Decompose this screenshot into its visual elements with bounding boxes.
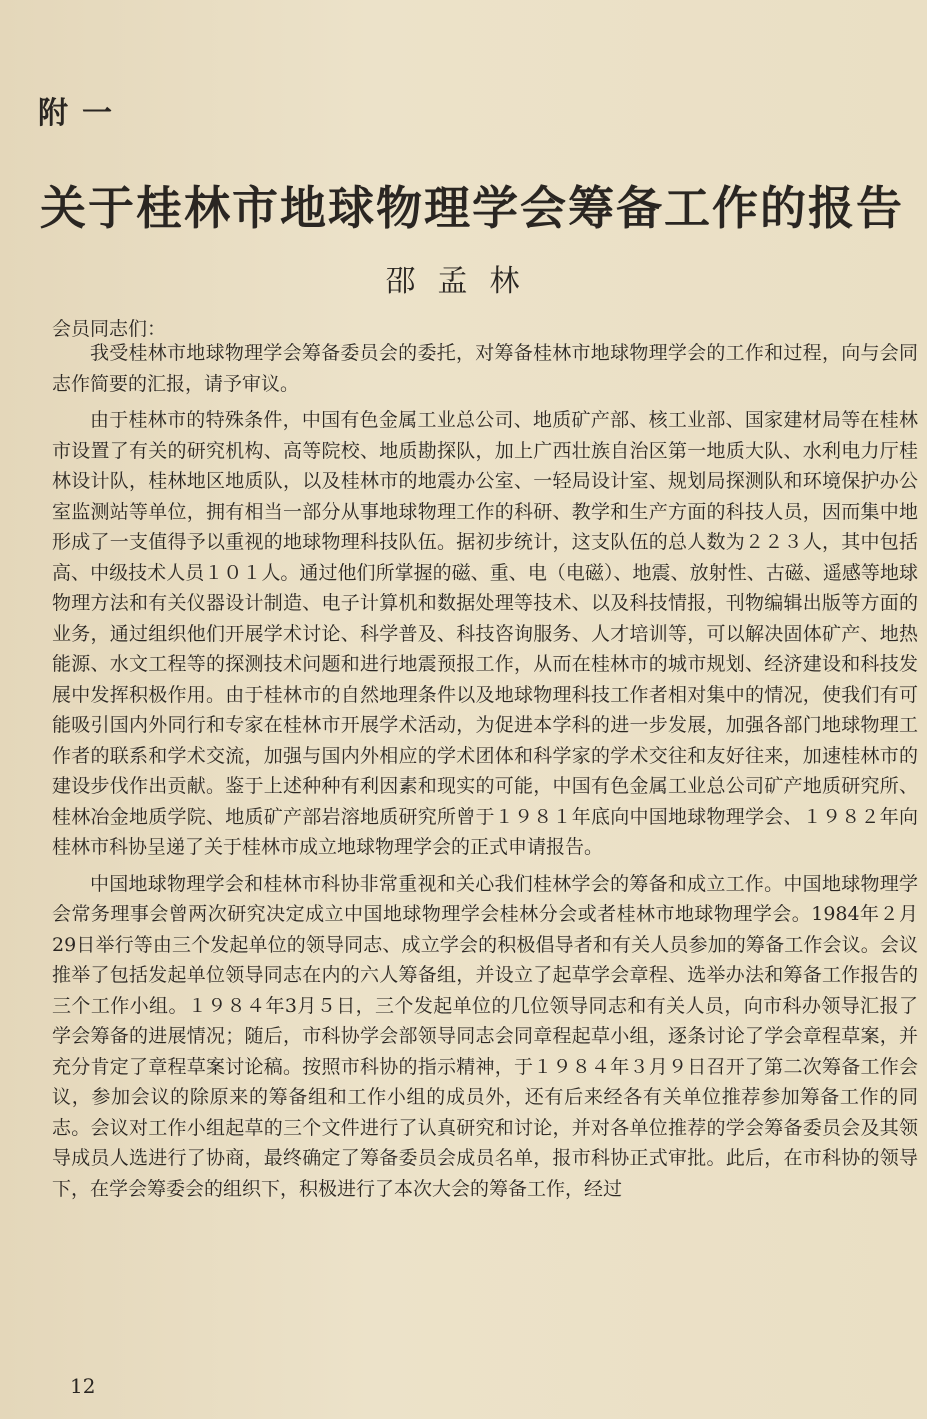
report-body	[52, 338, 918, 1210]
author-name: 邵孟林	[385, 264, 542, 299]
paragraph-3: 中国地球物理学会和桂林市科协非常重视和关心我们桂林学会的筹备和成立工作。中国地球物理学会常务理事会曾两次研究决定成立中国地球物理学会桂林分会或者桂林市地球物理学会。1984年２月29日举行等由三个发起单位的领导同志、成立学会的积极倡导者和有关人员参加的筹备工作会议。会议推举了包括发起单位领导同志在内的六人筹备组，并设立了起草学会章程、选举办法和筹备工作报告的三个工作小组。１９８４年3月５日，三个发起单位的几位领导同志和有关人员，向市科办领导汇报了学会筹备的进展情况；随后，市科协学会部领导同志会同章程起草小组，逐条讨论了学会章程草案，并充分肯定了章程草案讨论稿。按照市科协的指示精神，于１９８４年３月９日召开了第二次筹备工作会议，参加会议的除原来的筹备组和工作小组的成员外，还有后来经各有关单位推荐参加筹备工作的同志。会议对工作小组起草的三个文件进行了认真研究和讨论，并对各单位推荐的学会筹备委员会及其领导成员人选进行了协商，最终确定了筹备委员会成员名单，报市科协正式审批。此后，在市科协的领导下，在学会筹委会的组织下，积极进行了本次大会的筹备工作，经过	[52, 872, 918, 1200]
report-title: 关于桂林市地球物理学会筹备工作的报告	[40, 181, 904, 235]
appendix-label: 附一	[38, 96, 126, 131]
paragraph-2: 由于桂林市的特殊条件，中国有色金属工业总公司、地质矿产部、核工业部、国家建材局等在桂林市设置了有关的研究机构、高等院校、地质勘探队，加上广西壮族自治区第一地质大队、水利电力厅桂林设计队，桂林地区地质队，以及桂林市的地震办公室、一轻局设计室、规划局探测队和环境保护办公室监测站等单位，拥有相当一部分从事地球物理工作的科研、教学和生产方面的科技人员，因而集中地形成了一支值得予以重视的地球物理科技队伍。据初步统计，这支队伍的总人数为２２３人，其中包括高、中级技术人员１０１人。通过他们所掌握的磁、重、电（电磁）、地震、放射性、古磁、遥感等地球物理方法和有关仪器设计制造、电子计算机和数据处理等技术、以及科技情报，刊物编辑出版等方面的业务，通过组织他们开展学术讨论、科学普及、科技咨询服务、人才培训等，可以解决固体矿产、地热能源、水文工程等的探测技术问题和进行地震预报工作，从而在桂林市的城市规划、经济建设和科技发展中发挥积极作用。由于桂林市的自然地理条件以及地球物理科技工作者相对集中的情况，使我们有可能吸引国内外同行和专家在桂林市开展学术活动，为促进本学科的进一步发展，加强各部门地球物理工作者的联系和学术交流，加强与国内外相应的学术团体和科学家的学术交往和友好往来，加速桂林市的建设步伐作出贡献。鉴于上述种种有利因素和现实的可能，中国有色金属工业总公司矿产地质研究所、桂林冶金地质学院、地质矿产部岩溶地质研究所曾于１９８１年底向中国地球物理学会、１９８２年向桂林市科协呈递了关于桂林市成立地球物理学会的正式申请报告。	[52, 409, 918, 858]
salutation: 会员同志们：	[52, 318, 167, 340]
paragraph-1: 我受桂林市地球物理学会筹备委员会的委托，对筹备桂林市地球物理学会的工作和过程，向与会同志作简要的汇报，请予审议。	[52, 342, 918, 395]
page-number: 12	[70, 1374, 96, 1398]
